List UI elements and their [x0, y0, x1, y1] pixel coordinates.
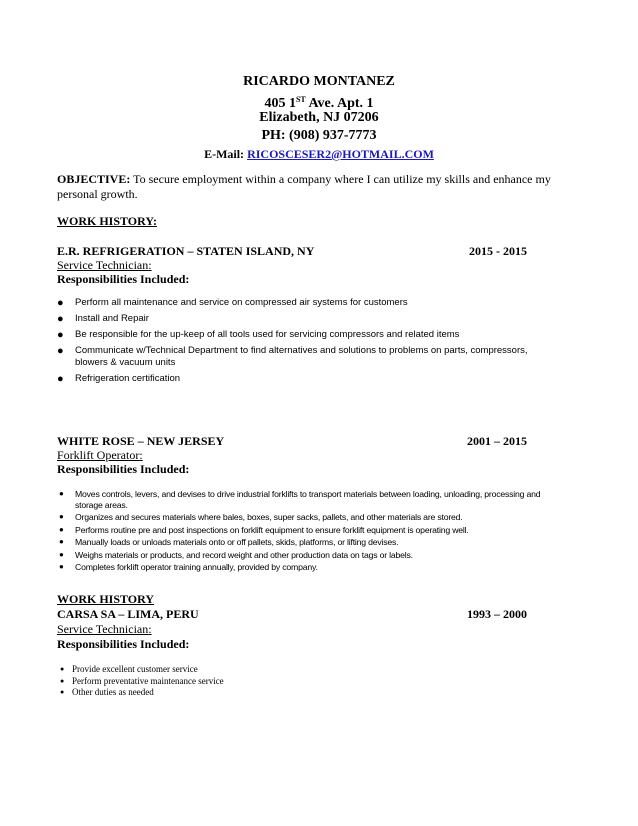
responsibilities-list	[57, 297, 545, 389]
job-header	[57, 244, 527, 258]
bullet-icon: ●	[59, 537, 64, 546]
list-item: ● Install and Repair	[57, 313, 149, 325]
job-dates: 2001 – 2015	[467, 434, 527, 448]
bullet-icon: ●	[57, 297, 64, 309]
list-item: ● Be responsible for the up-keep of all tools used for servicing compressors and related items	[57, 329, 460, 341]
list-item: ● Perform all maintenance and service on compressed air systems for customers	[57, 297, 408, 309]
work-history-heading: WORK HISTORY:	[57, 214, 157, 228]
job-dates: 1993 – 2000	[467, 607, 527, 621]
responsibilities-label: Responsibilities Included:	[57, 272, 190, 286]
bullet-icon: ●	[60, 688, 65, 696]
bullet-icon: ●	[59, 562, 64, 571]
job-dates: 2015 - 2015	[469, 244, 527, 258]
job-role: Service Technician:	[57, 258, 152, 272]
list-item: ● Communicate w/Technical Department to find alternatives and solutions to problems on parts, compressors, blowers & vacuum units	[57, 345, 528, 368]
responsibilities-list	[59, 489, 555, 575]
responsibilities-list	[60, 664, 372, 699]
responsibilities-label: Responsibilities Included:	[57, 462, 190, 476]
list-item: ● Other duties as needed	[60, 687, 154, 697]
bullet-icon: ●	[57, 329, 64, 341]
job-header	[57, 434, 527, 448]
job-header	[57, 607, 527, 621]
list-item: ● Weighs materials or products, and record weight and other production data on tags or labels.	[59, 549, 413, 560]
bullet-icon: ●	[59, 489, 64, 498]
job-role: Forklift Operator:	[57, 448, 143, 462]
list-item: ● Performs routine pre and post inspections on forklift equipment to ensure forklift equipment is operating well.	[59, 524, 469, 535]
list-item: ● Manually loads or unloads materials onto or off pallets, skids, platforms, or lifting devises.	[59, 537, 399, 547]
list-item: ● Perform preventative maintenance service	[60, 675, 224, 686]
bullet-icon: ●	[59, 524, 64, 534]
email-link[interactable]: RICOSCESER2@HOTMAIL.COM	[247, 147, 434, 161]
bullet-icon: ●	[60, 676, 65, 685]
list-item: ● Refrigeration certification	[57, 373, 181, 385]
bullet-icon: ●	[60, 665, 65, 673]
email-line: E-Mail: RICOSCESER2@HOTMAIL.COM	[204, 147, 434, 161]
job-role: Service Technician:	[57, 622, 152, 636]
objective-label: OBJECTIVE:	[57, 172, 131, 186]
bullet-icon: ●	[59, 512, 64, 521]
candidate-name: RICARDO MONTANEZ	[243, 74, 395, 89]
phone-line: PH: (908) 937-7773	[261, 128, 377, 143]
bullet-icon: ●	[57, 373, 64, 385]
bullet-icon: ●	[57, 313, 64, 325]
bullet-icon: ●	[57, 345, 64, 357]
city-line: Elizabeth, NJ 07206	[259, 110, 379, 125]
work-history-heading: WORK HISTORY	[57, 592, 155, 606]
list-item: ● Organizes and secures materials where bales, boxes, super sacks, pallets, and other materials are stored.	[59, 512, 463, 522]
list-item: ● Completes forklift operator training annually, provided by company.	[59, 562, 318, 572]
address-line: 405 1ST Ave. Apt. 1	[264, 95, 374, 111]
responsibilities-label: Responsibilities Included:	[57, 637, 190, 651]
list-item: ● Provide excellent customer service	[60, 664, 198, 674]
company-name: WHITE ROSE – NEW JERSEY	[57, 434, 225, 448]
company-name: E.R. REFRIGERATION – STATEN ISLAND, NY	[57, 244, 315, 258]
bullet-icon: ●	[59, 549, 64, 559]
company-name: CARSA SA – LIMA, PERU	[57, 607, 199, 621]
objective-paragraph: OBJECTIVE: To secure employment within a company where I can utilize my skills and enhance my personal growth.	[57, 172, 551, 201]
list-item: ● Moves controls, levers, and devises to drive industrial forklifts to transport materials between loading, unloading, processing and storage areas.	[59, 489, 541, 510]
